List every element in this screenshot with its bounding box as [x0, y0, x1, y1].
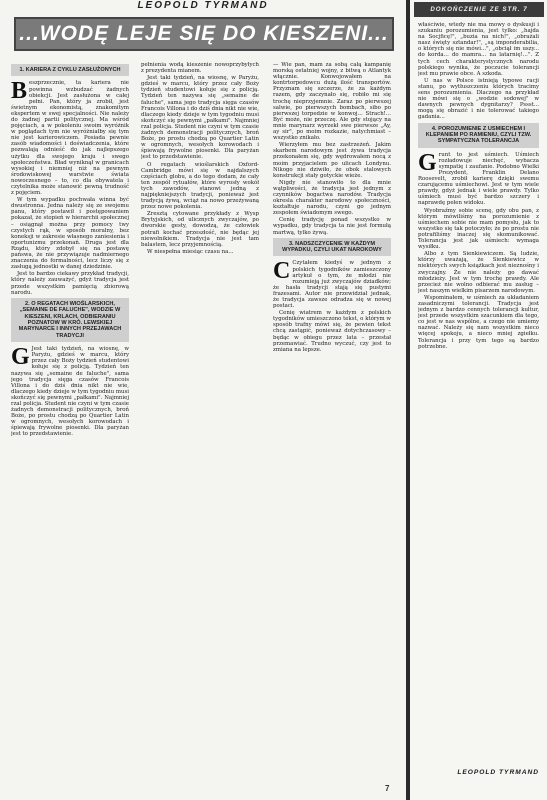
column-1 — [11, 62, 129, 786]
paragraph: Cenię wiatrem w każdym z polskich tygodników umieszczono tekst, o którym w sposób trafny mówi się, że pewien tekst chcą zastąpić, ponieważ dotychczasowy – będąc w obiegu przez lata – przestał przemawiać. Trudno wyczuć, czy jest to zmiana na lepsze. — [273, 310, 391, 353]
dropcap: G — [418, 149, 437, 176]
paragraph: Grunt to jest uśmiech. Uśmiech rozładowuje niechęć, wybacza sympatię i zaufanie. Podobno Wielki Prezydent, Franklin Delano Roosevelt, zrobił karierę dzięki swemu czarującemu uśmiechowi. Jest w tym wiele prawdy, gdyż jednak i wiele prawdy. Tylko uśmiech musi być bardzo szczery i naprawdę pełen widoku. — [418, 149, 539, 207]
right-column — [418, 22, 539, 768]
paragraph: Cenię tradycję ponad wszystko w wypadku, gdy tradycja ta nie jest formułą martwą, tylko żywą. — [273, 217, 391, 236]
paragraph: W tym wypadku pochwała winna być dwustronna. Jedna należy się ze swojemu panu, który postawił i postępowaniem pokazał, że stopień w hierarchii społecznej – osiągnął można przy pomocy twy czystych rąk, w sposób moralny, bez koneksji w zakresie własnego zaniesienia i oportunizmu przekonań. Druga jest dla Rządu, który zdobył się na postawę pańswa, że nie przywiązuje nadmiernego znaczenia do formalności, lecz liczy się z zasługą jednostki w danej dziedzinie. — [11, 197, 129, 271]
section-heading-1: 1. KARIERA Z CYKLU ZASŁUŻONYCH — [11, 64, 129, 76]
column-2 — [141, 62, 259, 786]
paragraph: W niespełna miesiąc czasu na... — [147, 248, 234, 255]
column-3 — [273, 62, 391, 786]
headline-banner — [14, 17, 394, 51]
paragraph: Wspominałem, w uśmiech za układaniem zasadniczymi tolerancji. Tradycja jest jednym z bardzo cennych tolerancji kultur, jest przede wszystkim szacunkiem dla tego, co jest w nas wspólne, a czego nie umiemy nazwać. Należy się nam wszystkim nieco więcej spokoju, a nieco mniej zgiełku. Tolerancja i przy tym tego są bardzo potrzebne. — [418, 294, 539, 350]
paragraph: C Czytałem kiedyś w jednym z polskich tygodników zamieszczony artykuł o tym, że młodzi nie rozumieją już zwyczajów dziadków; że hasła tradycji stają się pustymi frazesami. Autor nie przewidział jednak, że tradycja zawsze odradza się w nowej postaci. — [273, 258, 391, 310]
signature: LEOPOLD TYRMAND — [457, 769, 539, 776]
paragraph: Beszprzecznie, ta kariera nie powinna wzbudzać żadnych obiekcji. Jest zasłużona w całej pełni. Pan, który ja zrobił, jest świetnym ekonomistą, znakomitym ekspertem w swej specjalności. Nie należy do żadnej partii politycznej. Ma wśród pojęciach, a w pokoleniu swoim wyróżnik w poglądach tym nie wyróżniałby się tym nie jest karierowiczem. Posiada pewnie zasób wiadomości i doświadczenia, które pozwalają odnieść do jak najlepszego użytku dla swojego kraju i swego społeczeństwa. Bład wyniknął w granicach wysokiej i niemniej niż na pewnym środowiskowej warstwie świata nowoczesnego – to, co dla obywatela i czytelnika może stanowić pewną trudność z pojęciem. — [11, 78, 129, 197]
dropcap: B — [11, 78, 28, 105]
section-heading-4: 4. POROZUMIENIE Z USMIECHEM I KLEPANIEM PO RAMIENIU, CZYLI TZW. SYMPATYCZNA TOLERANCJA — [418, 123, 539, 148]
paragraph: Wyobraźmy sobie scenę, gdy obu pan, z którym mówiliśmy na porozumienie z uśmiechem sobie nie mam pomysłu, jak to wszystko się tak potoczyło; że po prostu nie potrafiliśmy inaczej się skomunikować. Tolerancja jest jak uśmiech: wymaga wysiłku. — [418, 207, 539, 251]
paragraph: Zresztą cytowane przykłady z Wysp Brytyjskich, od ulicznych zwyczajów, po dworskie gesty, dowodzą, że człowiek potrafi kochać przeszłość, nie będąc jej niewolnikiem. Tradycja nie jest tam balastem, lecz przyjemnością. — [141, 211, 259, 248]
section-heading-2: 2. O REGATACH WIOŚLARSKICH, „SEMAINE DE FALUCHE", WODZIE W KIESZENI, KRLACH, ODBIERANIU POZNATOW W KRÓ. LEWSKIEJ MARYNARCE I INNYCH PRZEJAWACH TRADYCJI — [11, 298, 129, 342]
paragraph: Jest taki tydzień, na wiosnę, w Paryżu, gdzieś w marcu, który przez cały Boży tydzień studentowi kołuje się z policją. Tydzień ten nazywa się „semaine de faluche", sama jego tradycja sięga czasów Francois Villona i do dziś dnia nikt nie wie, dlaczego kiedy dzieje w tym tygodniu musi skończyć się pewnymi „pałkami". Najmniej rzal policja. Student nie czyni w tym czasie żadnych demonstracji politycznych, broń Boże, po prostu chodzą po Quartier Latin w ogromnych, wesołych korowodach i śpiewają frywolne piosenki. Dla paryżan jest to przedstawienie. — [141, 75, 259, 161]
continuation-header: DOKOŃCZENIE ZE STR. 7 — [414, 2, 544, 17]
paragraph: Wierzyłem mu bez zastrzeżeń. Jakim skarbem narodowym jest żywa tradycja przekonałem się, gdy wędrowałem nocą z moim przyjacielem po ulicach Londynu. Nikogo nie dziwiło, że obok stalowych konstrukcji stały gotyckie wieże. — [273, 142, 391, 179]
paragraph: G Jest taki tydzień, na wiosnę, w Paryżu, gdzieś w marcu, który przez cały Boży tydzień studentowi kołuje się z policją. Tydzień ten nazywa się „semaine de faluche", sama jego tradycja sięga czasów Francois Villona i do dziś dnia nikt nie wie, dlaczego kiedy dzieje w tym tygodniu musi skończyć się pewnymi „pałkami". Najmniej rzal policja. Student nie czyni w tym czasie żadnych demonstracji politycznych, broń Boże, po prostu chodzą po Quartier Latin w ogromnych, wesołych korowodach i śpiewają frywolne piosenki. Dla paryżan jest to przedstawienie. — [11, 344, 129, 438]
section-heading-3: 3. NADSZCZYCENIE W KAŻDYM WYPADKU, CZYLI UKAT NAROKOWY — [273, 238, 391, 257]
paragraph: właściwie, wtedy nie ma mowy o dyskusji i szukaniu porozumienia, jest tylko: „hajda na Socjficę!", „buzia na nich!", „obrażali nasz święty sztandar!", „są imponderabilia, o których się nie mówi...", „obciął im uszy... do korda... do mamra... na latarnię!...". Z tych cech charakterystycznych narodu polskiego wynika, że poczucie tolerancji jest mu prawie obce. A szkoda. — [418, 22, 539, 77]
paragraph: Jest to bardzo ciekawy przykład tradycji, który należy zauważyć, gdyż tradycja jest przede wszystkim pamięcią zbiorową narodu. — [11, 271, 129, 296]
dropcap: G — [11, 344, 30, 371]
paragraph: O regatach wioślarskich Oxford-Cambridge mówi się w najdalszych częściach globu, a do tego dodam, że cały ten zespół rytuałów, które wyrosły wokół tych zawodów, stanowi jedną z najpiękniejszych tradycji, ponieważ jest tradycją żywą, wciąż na nowo przeżywaną przez nowe pokolenia. — [141, 161, 259, 211]
paragraph: Albo z tym Sienkiewiczem. Są ludzie, którzy uważają, że Sienkiewicz w niektórych swych książkach jest nieznośny i zwyczajny. Że nie należy go dawać młodzieży. Jest w tym trochę prawdy. Ale przecież nie wolno odbierać mu zasług – jest naszym wielkim pisarzem narodowym. — [418, 251, 539, 294]
headline-text: ...WODĘ LEJE SIĘ DO KIESZENI... — [19, 22, 389, 45]
paragraph: Nigdy nie stanowiło to dla mnie wątpliwości, że tradycja jest jednym z czynników bogactwa narodów. Tradycja okresla charakter narodowy społeczności, kształtuje narodu, czyni go jednym zespołem świadomym swego. — [273, 179, 391, 217]
page-number: 7 — [385, 784, 390, 793]
dropcap: C — [273, 258, 291, 285]
author-byline: LEOPOLD TYRMAND — [137, 0, 269, 11]
paragraph: pełnienia wodą kieszenie nowoprzybyłych z prezydenta mianem. — [141, 62, 259, 75]
paragraph: — Wie pan, mam za sobą całą kampanię morską ostatniej wojny, z bitwą o Atlantyk włącznie. Konwojowałem na kontrtorpedowcu dużą ilość transportów. Przyznam się szczerze, że za każdym razem, gdy zaczynało się, robiło mi się trochę nieprzyjemnie. Zaraz po pierwszej salwie, po pierwszych bombach, sibo po pierwszej torpedzie w konwoj... Strach!... Być może, nie przeczę. Ale gdy stojący na mnie marynarz wyrzekł swe pierwsze „Ay, ay sir", po moim rozkazie, natychmiast – wszystko znikało. — [273, 62, 391, 142]
paragraph: U nas w Polsce istnieją typowe racji stanu, po wytłuszczeniu których tracimy sens porozumienia. Dlaczego na przykład nie mówi się o „wodzie sodowej" w dawnych pewnych dygnitarzy? Pssst... mogą się obrazić i nie tolerować takiego gadania... — [418, 77, 539, 121]
